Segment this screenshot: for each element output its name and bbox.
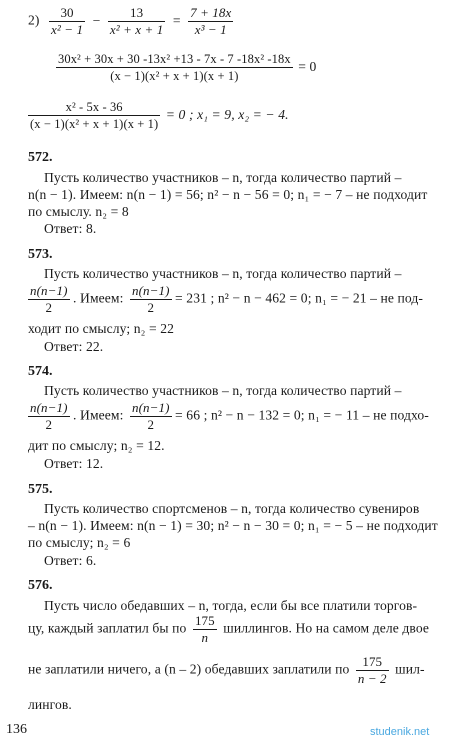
problem-572-answer: Ответ: 8.	[44, 221, 97, 236]
problem-576-line2: цу, каждый заплатил бы по $\frac{175}{n}$ шиллингов. Но на самом деле двое	[28, 613, 430, 645]
problem-572-line3: по смыслу. n₂ = 8	[28, 204, 129, 219]
eq2-fraction-3: $\frac{7 + 18x}{\text{x³ − 1}}$	[190, 5, 232, 37]
problem-575-number: 575.	[28, 482, 53, 497]
eq2-fraction-4: $\frac{\text{30x² + 30x + 30 -13x² +13 - 7x - 7 -18x² -18x}}{\text{(x − 1)(x² + x + 1)(x + 1)}}$	[58, 52, 291, 83]
watermark-text: studenik.net	[370, 726, 430, 738]
eq2-label: 2)	[28, 12, 40, 28]
problem-576-fraction-2: $\frac{175}{n - 2}$	[357, 654, 387, 686]
eq2-line3: $\frac{\text{x² - 5x - 36}}{\text{(x − 1)(x² + x + 1)(x + 1)}}$ = 0 ; x₁ = 9, x₂ = − 4.	[30, 100, 289, 131]
problem-572-line1: Пусть количество участников – n, тогда количество партий –	[44, 170, 402, 185]
problem-573-answer: Ответ: 22.	[44, 339, 104, 354]
eq2-fraction-1: $\frac{30}{\text{x² − 1}}$	[51, 5, 84, 37]
problem-574-fraction-a: $\frac{n(n-1)}{2}$	[30, 400, 68, 432]
problem-573-line3: ходит по смыслу; n₂ = 22	[28, 321, 175, 336]
eq2-line1: 2) $\frac{30}{\text{x² − 1}}$ − $\frac{13}{\text{x² + x + 1}}$ = $\frac{7 + 18x}{\text{x³ − 1}}$	[28, 5, 232, 37]
problem-576-line1: Пусть число обедавших – n, тогда, если бы все платили торгов-	[44, 598, 418, 613]
problem-573-number: 573.	[28, 247, 53, 262]
problem-574-line2: $\frac{n(n-1)}{2}$ . Имеем: $\frac{n(n-1)}{2}$ = 66 ; n² − n − 132 = 0; n₁ = − 11 – не подхо-	[30, 400, 429, 432]
problem-575-answer: Ответ: 6.	[44, 553, 97, 568]
problem-573-fraction-b: $\frac{n(n-1)}{2}$	[132, 283, 170, 315]
problem-575-line1: Пусть количество спортсменов – n, тогда количество сувениров	[44, 501, 420, 516]
problem-576-line4: лингов.	[28, 697, 72, 712]
problem-574-line3: дит по смыслу; n₂ = 12.	[28, 438, 165, 453]
problem-572-line2: n(n − 1). Имеем: n(n − 1) = 56; n² − n − 56 = 0; n₁ = − 7 – не подходит	[28, 187, 428, 202]
problem-574-fraction-b: $\frac{n(n-1)}{2}$	[132, 400, 170, 432]
page-number: 136	[6, 722, 27, 737]
problem-572-number: 572.	[28, 150, 53, 165]
problem-576-fraction-1: $\frac{175}{n}$	[194, 613, 215, 645]
eq2-line2: $\frac{\text{30x² + 30x + 30 -13x² +13 - 7x - 7 -18x² -18x}}{\text{(x − 1)(x² + x + 1)(x + 1)}}$ = 0	[58, 52, 317, 83]
problem-574-number: 574.	[28, 364, 53, 379]
problem-573-line2: $\frac{n(n-1)}{2}$ . Имеем: $\frac{n(n-1)}{2}$ = 231 ; n² − n − 462 = 0; n₁ = − 21 – не под-	[30, 283, 424, 315]
eq2-fraction-5: $\frac{\text{x² - 5x - 36}}{\text{(x − 1)(x² + x + 1)(x + 1)}}$	[30, 100, 159, 131]
problem-574-line1: Пусть количество участников – n, тогда количество партий –	[44, 383, 402, 398]
problem-573-fraction-a: $\frac{n(n-1)}{2}$	[30, 283, 68, 315]
eq2-fraction-2: $\frac{13}{\text{x² + x + 1}}$	[109, 5, 164, 37]
problem-575-line3: по смыслу; n₂ = 6	[28, 535, 131, 550]
problem-576-number: 576.	[28, 578, 53, 593]
problem-576-line3: не заплатили ничего, а (n – 2) обедавших заплатили по $\frac{175}{n - 2}$ шил-	[28, 654, 425, 686]
problem-573-line1: Пусть количество участников – n, тогда количество партий –	[44, 266, 402, 281]
problem-575-line2: – n(n − 1). Имеем: n(n − 1) = 30; n² − n − 30 = 0; n₁ = − 5 – не подходит	[28, 518, 438, 533]
problem-574-answer: Ответ: 12.	[44, 456, 104, 471]
